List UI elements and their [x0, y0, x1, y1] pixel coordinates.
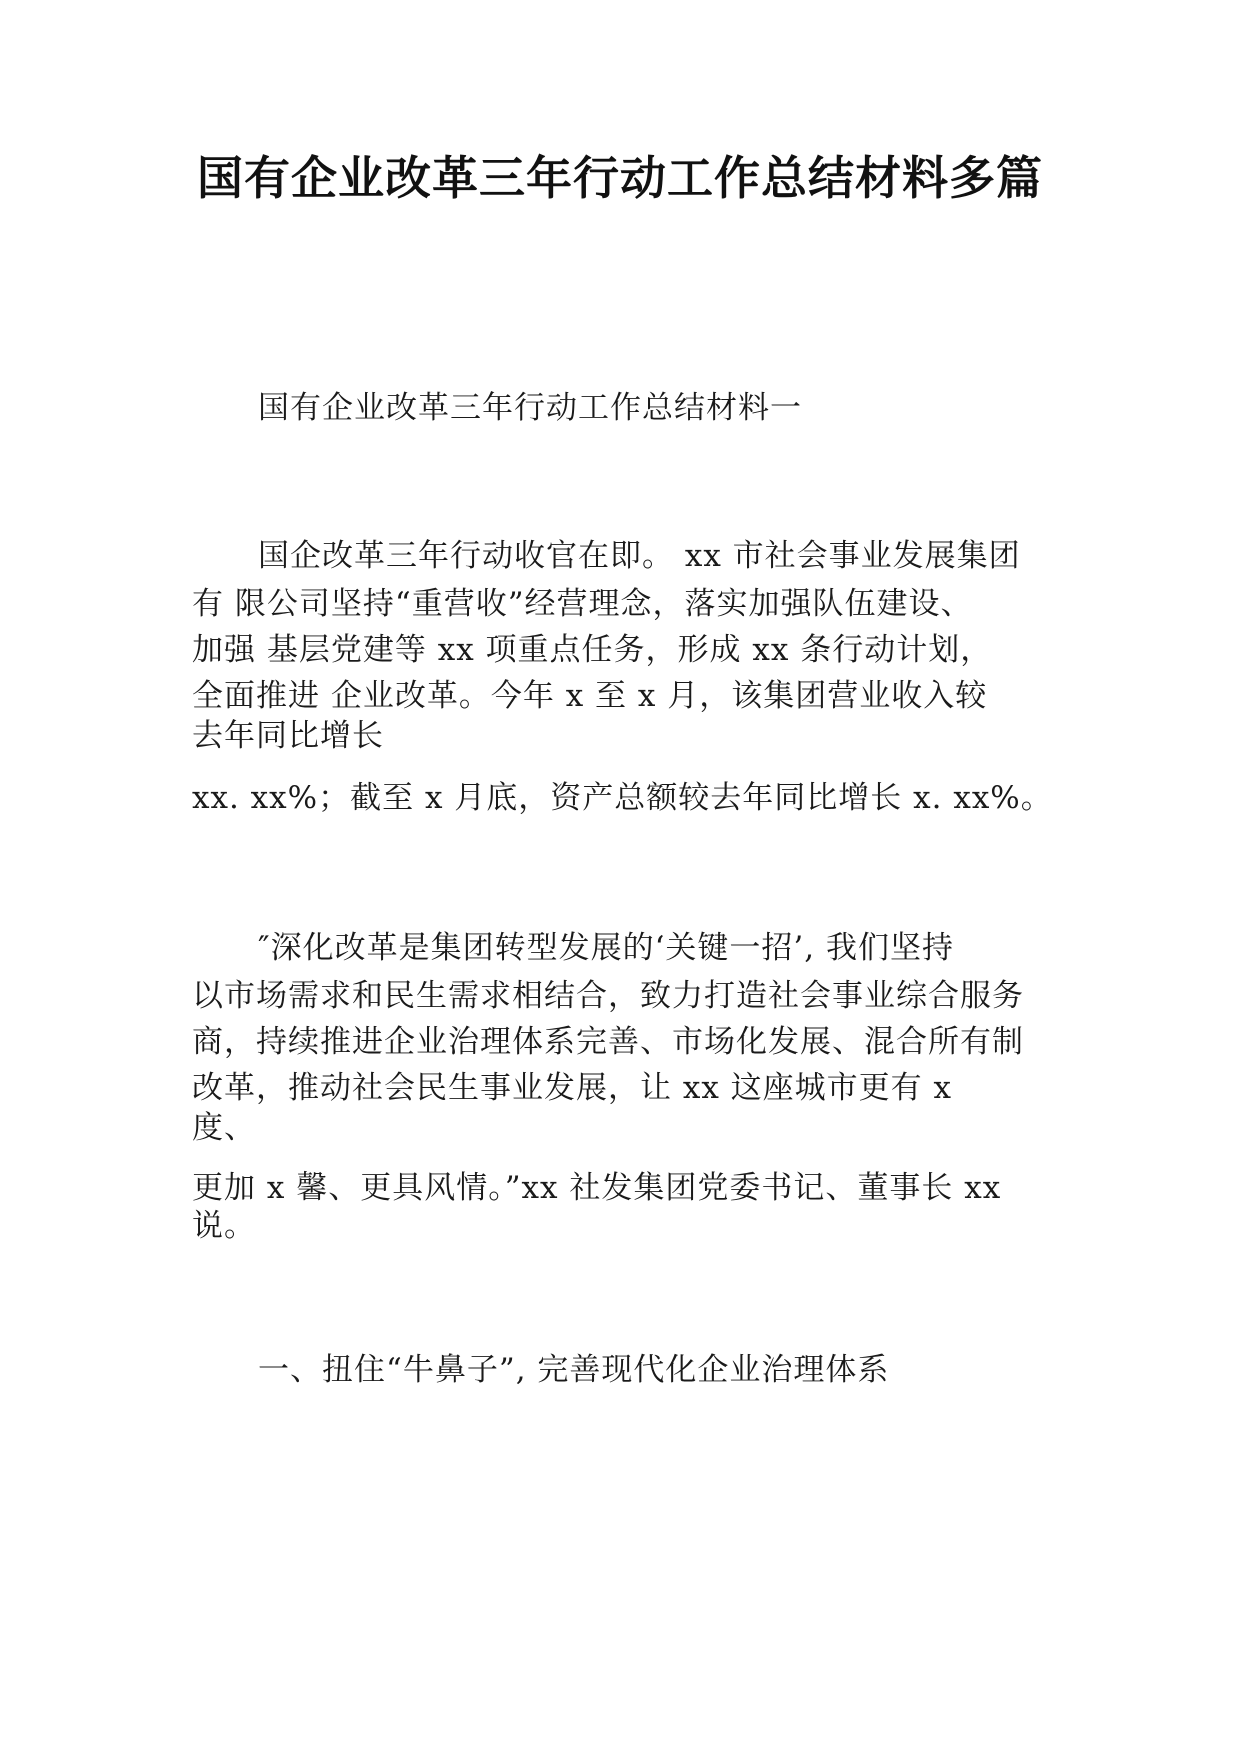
paragraph-2-line-4: 改革，推动社会民生事业发展，让 xx 这座城市更有 x [192, 1070, 953, 1106]
paragraph-2-line-3: 商，持续推进企业治理体系完善、市场化发展、混合所有制 [192, 1024, 1024, 1060]
paragraph-1-line-1: 国企改革三年行动收官在即。 xx 市社会事业发展集团 [258, 538, 1021, 574]
paragraph-1-line-5: 去年同比增长 [192, 718, 384, 754]
paragraph-1-line-2: 有 限公司坚持“重营收”经营理念，落实加强队伍建设、 [192, 586, 973, 622]
paragraph-2-line-2: 以市场需求和民生需求相结合，致力打造社会事业综合服务 [192, 978, 1024, 1014]
paragraph-2-line-6: 更加 x 馨、更具风情。”xx 社发集团党委书记、董事长 xx [192, 1170, 1002, 1206]
paragraph-1-line-4: 全面推进 企业改革。今年 x 至 x 月，该集团营业收入较 [192, 678, 988, 714]
paragraph-1-line-3: 加强 基层党建等 xx 项重点任务，形成 xx 条行动计划， [192, 632, 993, 668]
paragraph-1-line-6: xx. xx%；截至 x 月底，资产总额较去年同比增长 x. xx%。 [192, 780, 1053, 816]
paragraph-2-line-7: 说。 [192, 1208, 256, 1244]
heading-1: 一、扭住“牛鼻子”, 完善现代化企业治理体系 [258, 1352, 890, 1388]
paragraph-2-line-1: ″深化改革是集团转型发展的‘关键一招’, 我们坚持 [258, 930, 954, 966]
section-title: 国有企业改革三年行动工作总结材料一 [258, 390, 802, 426]
document-title: 国有企业改革三年行动工作总结材料多篇 [197, 151, 1043, 205]
paragraph-2-line-5: 度、 [192, 1110, 256, 1146]
